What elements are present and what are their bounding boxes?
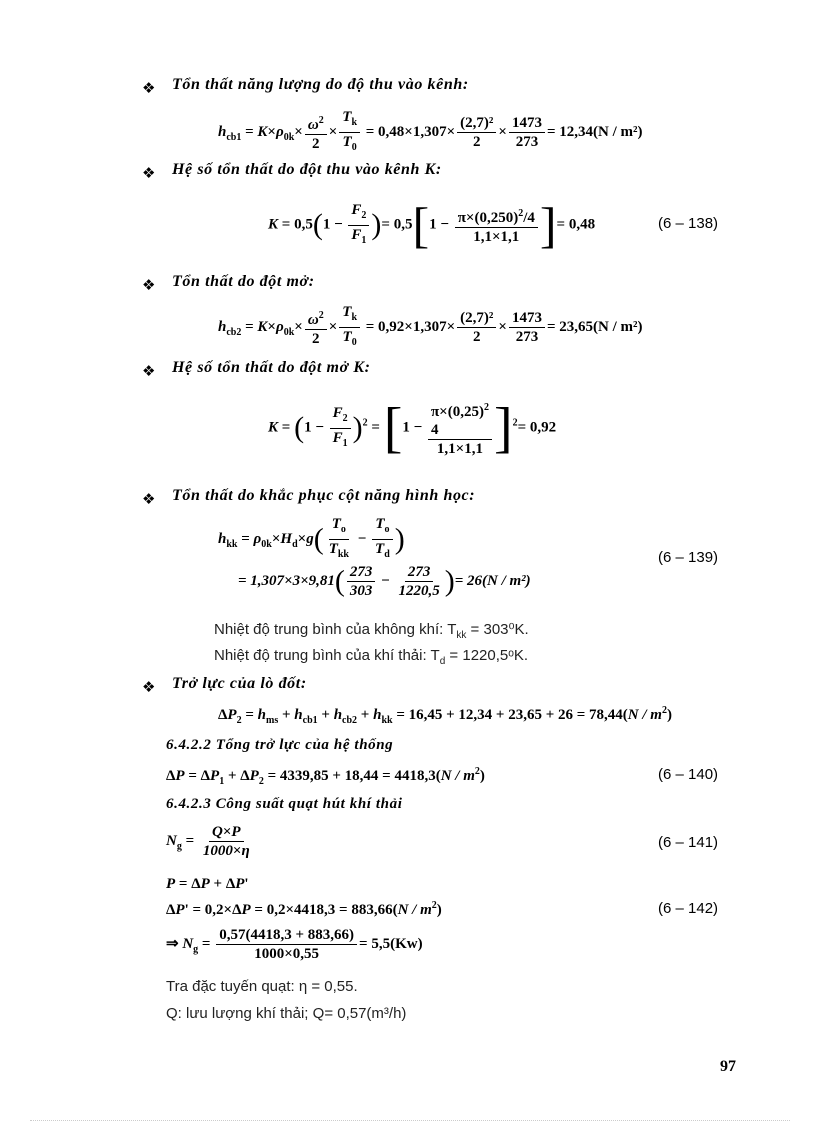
section-heading: Tổn thất do khắc phục cột năng hình học: [172,487,476,504]
formula-delta-p-prime: $\Delta P' = 0,2\times\Delta P = 0,2\times 4418,3 = 883,66(N / m^2)$ [166,900,442,918]
equation-number: (6 – 140) [658,766,719,783]
formula-h-cb2: $h_{cb2} = K\times\rho_{0k}\times$ $\frac{\omega^2}{2}$ × $\frac{T_k}{T_0}$ = 0,92×1,307× $\frac{\text{(2,7)²}}{2}$ × $\frac{1473}{273}$ = 23,65(N / m²) [218,304,643,348]
bullet-icon: ❖ [142,362,156,380]
section-heading: Tổn thất năng lượng do độ thu vào kênh: [172,76,469,93]
bullet-icon: ❖ [142,164,156,182]
footer-divider [30,1120,790,1121]
equation-number: (6 – 138) [658,215,719,232]
text-line: Q: lưu lượng khí thải; Q= 0,57(m³/h) [166,1005,407,1022]
formula-h-kk-values: = 1,307×3×9,81( $\frac{273}{303}$ − $\frac{273}{1220,5}$ )= 26(N / m²) [238,564,531,599]
section-heading: Tổn thất do đột mở: [172,273,315,290]
bullet-icon: ❖ [142,678,156,696]
formula-delta-p2: $\Delta P_2 = h_{ms} + h_{cb1} + h_{cb2} + h_{kk} = 16,45 + 12,34 + 23,65 + 26 = 78,44(N / m^2)$ [218,705,672,726]
text-line: Nhiệt độ trung bình của không khí: $T_{kk} = 303^0K$. [214,621,529,641]
formula-p: P = ΔP + ΔP' [166,876,249,892]
bullet-icon: ❖ [142,79,156,97]
formula-ng-result: ⇒ $N_g$ = $\frac{0,57(4418,3 + 883,66)}{1000\times 0,55}$ = 5,5(Kw) [166,927,423,962]
subsection-title: 6.4.2.2 Tổng trở lực của hệ thống [166,737,394,753]
text-line: Tra đặc tuyến quạt: η = 0,55. [166,978,358,995]
formula-h-cb1: $h_{cb1} = K\times\rho_{0k}\times$ $\frac{\omega^2}{2}$ × $\frac{T_k}{T_0}$ = 0,48×1,307× $\frac{\text{(2,7)²}}{2}$ × $\frac{1473}{273}$ = 12,34(N / m²) [218,109,643,153]
text-line: Nhiệt độ trung bình của khí thải: $T_d$ = 1220,5ᵒK. [214,647,529,667]
subsection-title: 6.4.2.3 Công suất quạt hút khí thải [166,796,403,812]
formula-delta-p: $\Delta P = \Delta P_1 + \Delta P_2 = 4339,85 + 18,44 = 4418,3(N / m^2)$ [166,766,485,787]
equation-number: (6 – 141) [658,834,719,851]
formula-k-2: K = (1 − $\frac{F_2}{F_1}$ )$^2$ = [1 − $\pi\times(0,25)^2$ 4 1,1×1,1 ]$^2$= 0,92 [268,397,557,459]
equation-number: (6 – 139) [658,549,719,566]
bullet-icon: ❖ [142,490,156,508]
equation-number: (6 – 142) [658,900,719,917]
formula-ng: $N_g$ = $\frac{Q\times P}{1000\times\eta}$ [166,824,250,859]
section-heading: Hệ số tổn thất do đột thu vào kênh K: [172,161,442,178]
bullet-icon: ❖ [142,276,156,294]
formula-h-kk: $h_{kk} = \rho_{0k}\times H_d\times g$( $\frac{T_o}{T_{kk}}$ − $\frac{T_o}{T_d}$ ) [218,516,405,560]
formula-k-1: K = 0,5(1 − $\frac{F_2}{F_1}$ )= 0,5[1 − $\frac{\pi\times(0,250)^2/4}{1,1\times 1,1}$ ]= 0,48 [268,197,596,253]
page-number: 97 [720,1058,736,1075]
section-heading: Trở lực của lò đốt: [172,675,307,692]
section-heading: Hệ số tổn thất do đột mở K: [172,359,371,376]
